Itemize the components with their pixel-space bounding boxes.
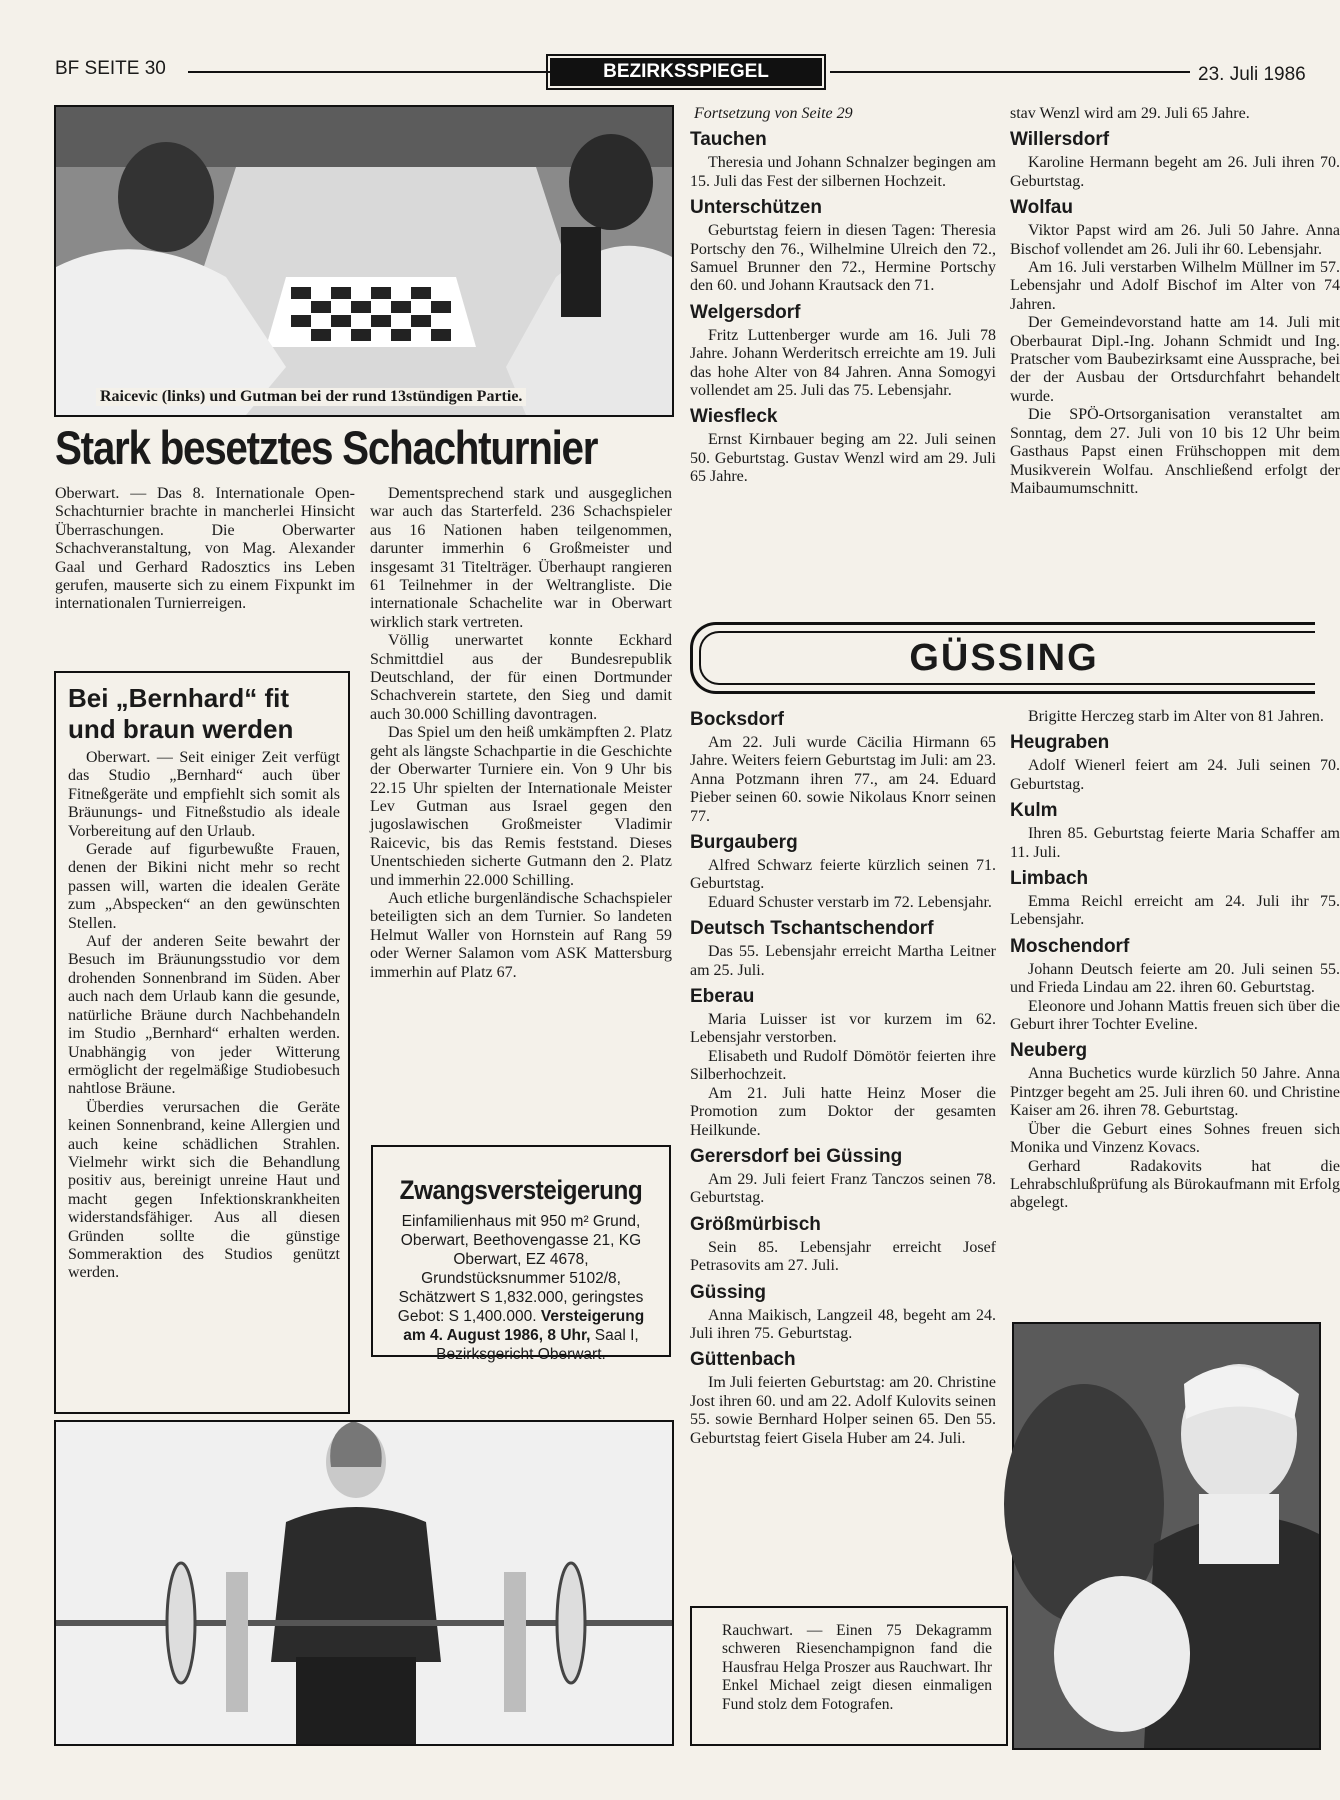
town-limbach: Limbach [1010,868,1089,890]
auction-place: Saal I, Bezirksgericht Oberwart. [436,1327,639,1363]
continuation-note: Fortsetzung von Seite 29 [694,105,853,122]
town-guessing: Güssing [690,1281,767,1303]
auction-text: Einfamilienhaus mit 950 m² Grund, Oberwart, Beethovengasse 21, KG Oberwart, EZ 4678, Grundstücksnummer 5102/8, Schätzwert S 1,832.000, geringstes Gebot: S 1,400.000. [397,1213,644,1325]
bocksdorf-text: Am 22. Juli wurde Cäcilia Hirmann 65 Jahre. Weiters feiern Geburtstag im Juli: am 23. Anna Potzmann ihren 77., am 24. Eduard Pieber seinen 60. sowie Nikolaus Knorr seinen 77. [690,734,996,825]
moschendorf-p1: Johann Deutsch feierte am 20. Juli seinen 55. und Frieda Lindau am 22. ihren 60. Geburtstag. [1010,960,1340,997]
page-label: BF SEITE 30 [55,58,166,79]
neuberg-p3: Gerhard Radakovits hat die Lehrabschlußprüfung als Bürokaufmann mit Erfolg abgelegt. [1010,1157,1340,1212]
moschendorf-p2: Eleonore und Johann Mattis freuen sich über die Geburt ihrer Tochter Eveline. [1010,997,1340,1034]
wolfau-p4: Die SPÖ-Ortsorganisation veranstaltet am Sonntag, dem 27. Juli von 10 bis 12 Uhr beim Gasthaus Papst einen Frühschoppen mit dem Musikverein Wolfau. Anschließend erfolgt der Maibaumumschnitt. [1010,406,1340,497]
willersdorf-text: Karoline Hermann begeht am 26. Juli ihren 70. Geburtstag. [1010,154,1340,190]
fitness-photo [54,1420,674,1746]
town-grossmuerbisch: Größmürbisch [690,1213,821,1235]
eberau-p1: Maria Luisser ist vor kurzem im 62. Lebensjahr verstorben. [690,1011,996,1047]
town-gerersdorf: Gerersdorf bei Güssing [690,1145,903,1167]
bernhard-p4: Überdies verursachen die Geräte keinen Sonnenbrand, keine Allergien und auch keine schädlichen Strahlen. Vielmehr wirkt sich die Behandlung positiv aus, bereinigt unreine Haut und macht gegen Infektionskrankheiten widerstandsfähiger. Aus all diesen Gründen sollte die günstige Sommeraktion des Studios genützt werden. [68,1098,340,1282]
section-banner: BEZIRKSSPIEGEL [550,58,822,86]
burgauberg-p2: Eduard Schuster verstarb im 72. Lebensjahr. [708,893,992,911]
chess-col2-p2: Völlig unerwartet konnte Eckhard Schmittdiel aus der Bundesrepublik Deutschland, der für einen Dortmunder Schachverein startete, den Sieg und damit auch 30.000 Schilling davontragen. [370,632,672,723]
guessing-col3 [690,703,996,1448]
town-moschendorf: Moschendorf [1010,935,1130,957]
town-wiesfleck: Wiesfleck [690,406,778,428]
eberau-p3: Am 21. Juli hatte Heinz Moser die Promotion zum Doktor der gesamten Heilkunde. [690,1084,996,1139]
burgauberg-p1: Alfred Schwarz feierte kürzlich seinen 71. Geburtstag. [690,857,996,893]
eberau-p2: Elisabeth und Rudolf Dömötör feierten ihre Silberhochzeit. [690,1047,996,1084]
herczeg-text: Brigitte Herczeg starb im Alter von 81 Jahren. [1028,708,1324,725]
bernhard-p2: Gerade auf figurbewußte Frauen, denen der Bikini nicht mehr so recht passen will, warten die idealen Geräte zum „Abspecken“ an den gewünschten Stellen. [68,841,340,932]
chess-col2-p1: Dementsprechend stark und ausgeglichen war auch das Starterfeld. 236 Schachspieler aus 16 Nationen haben teilgenommen, darunter immerhin 6 Großmeister und insgesamt 31 Titelträger. Überhaupt rangieren 61 Teilnehmer in der Weltrangliste. Die internationale Schachelite war in Oberwart wirklich stark vertreten. [370,485,672,631]
wolfau-p1: Viktor Papst wird am 26. Juli 50 Jahre. Anna Bischof vollendet am 26. Juli ihr 60. Lebensjahr. [1010,222,1340,258]
guessing-banner-title: GÜSSING [909,637,1099,679]
wiesfleck-text: Ernst Kirnbauer beging am 22. Juli seinen 50. Geburtstag. Gustav Wenzl wird am 29. Juli 65 Jahre. [690,431,996,486]
wiesfleck-text-cont: stav Wenzl wird am 29. Juli 65 Jahre. [1010,105,1250,122]
guessing-text: Anna Maikisch, Langzeil 48, begeht am 24. Juli ihren 75. Geburtstag. [690,1306,996,1342]
bernhard-box [54,671,350,1414]
oberwart-news-col3 [690,105,996,486]
grossmuerbisch-text: Sein 85. Lebensjahr erreicht Josef Petrasovits am 27. Juli. [690,1238,996,1275]
gerersdorf-text: Am 29. Juli feiert Franz Tanczos seinen 78. Geburtstag. [690,1170,996,1207]
header-rule-left [188,71,550,73]
neuberg-p1: Anna Buchetics wurde kürzlich 50 Jahre. Anna Pintzger begeht am 25. Juli ihren 60. und Christine Kaiser am 26. ihren 78. Geburtstag. [1010,1065,1340,1120]
town-burgauberg: Burgauberg [690,832,798,854]
town-deutsch-tschantschendorf: Deutsch Tschantschendorf [690,918,934,940]
chess-col1-text: Oberwart. — Das 8. Internationale Open-Schachturnier brachte in mancherlei Hinsicht Überraschungen. Die Oberwarter Schachveranstaltung, von Mag. Alexander Gaal und Gerhard Radosztics ins Leben gerufen, mauserte sich zu einem Fixpunkt im internationalen Turnierreigen. [55,485,355,613]
neuberg-p2: Über die Geburt eines Sohnes freuen sich Monika und Vinzenz Kovacs. [1010,1120,1340,1157]
town-welgersdorf: Welgersdorf [690,301,801,323]
chess-col2-p3: Das Spiel um den heiß umkämpften 2. Platz geht als längste Schachpartie in die Geschichte der Oberwarter Turniere ein. Von 9 Uhr bis 22.15 Uhr spielten der Internationale Meister Lev Gutman aus Israel gegen den jugoslawischen Großmeister Vladimir Raicevic, bis das Remis feststand. Dieses Unentschieden sicherte Gutmann den 2. Platz und immerhin 22.000 Schilling. [370,724,672,889]
bernhard-p1: Oberwart. — Seit einiger Zeit verfügt das Studio „Bernhard“ auch über Fitneßgeräte und empfiehlt sich somit als Bräunungs- und Fitneßstudio als ideale Vorbereitung auf den Urlaub. [68,749,340,840]
auction-box [371,1145,671,1363]
town-eberau: Eberau [690,986,755,1008]
kulm-text: Ihren 85. Geburtstag feierte Maria Schaffer am 11. Juli. [1010,825,1340,861]
page-date: 23. Juli 1986 [1198,64,1306,85]
town-heugraben: Heugraben [1010,732,1110,754]
town-bocksdorf: Bocksdorf [690,709,784,730]
auction-title: Zwangsversteigerung [399,1175,643,1205]
chess-photo [54,105,674,417]
town-tauchen: Tauchen [690,129,767,151]
chess-col2 [370,485,672,982]
town-unterschuetzen: Unterschützen [690,197,822,219]
town-neuberg: Neuberg [1010,1040,1088,1062]
oberwart-news-col4-clip [1010,105,1340,605]
child-photo [1012,1322,1321,1750]
heugraben-text: Adolf Wienerl feiert am 24. Juli seinen 70. Geburtstag. [1010,757,1340,793]
unterschuetzen-text: Geburtstag feiern in diesen Tagen: Theresia Portschy den 76., Wilhelmine Ulreich den 72., Samuel Brunner den 72., Hermine Portschy den 60. und Johann Krautsack den 71. [690,222,996,295]
auction-date: Versteigerung am 4. August 1986, 8 Uhr, [403,1308,645,1344]
limbach-text: Emma Reichl erreicht am 24. Juli ihr 75. Lebensjahr. [1010,893,1340,929]
chess-headline: Stark besetztes Schachturnier [55,421,598,474]
chess-photo-caption: Raicevic (links) und Gutman bei der rund 13stündigen Partie. [96,388,526,406]
wolfau-p2: Am 16. Juli verstarben Wilhelm Müllner im 57. Lebensjahr und Adolf Bischof im Alter von 74 Jahren. [1010,259,1340,313]
town-willersdorf: Willersdorf [1010,129,1110,151]
town-guettenbach: Güttenbach [690,1349,796,1371]
rauchwart-text: Rauchwart. — Einen 75 Dekagramm schweren Riesenchampignon fand die Hausfrau Helga Proszer aus Rauchwart. Ihr Enkel Michael zeigt diesen einmaligen Fund stolz dem Fotografen. [722,1622,992,1713]
town-wolfau: Wolfau [1010,197,1073,219]
guettenbach-text: Im Juli feierten Geburtstag: am 20. Christine Jost ihren 60. und am 22. Adolf Kulovits seinen 55. sowie Bernhard Holper seinen 65. Den 55. Geburtstag feiert Gisela Huber am 24. Juli. [690,1374,996,1447]
guessing-banner [690,622,1315,694]
header-rule-right [830,71,1190,73]
deutsch-text: Das 55. Lebensjahr erreicht Martha Leitner am 25. Juli. [690,943,996,979]
rauchwart-box [690,1606,1008,1746]
tauchen-text: Theresia und Johann Schnalzer begingen am 15. Juli das Fest der silbernen Hochzeit. [690,154,996,190]
bernhard-headline: Bei „Bernhard“ fit und braun werden [68,683,294,744]
wolfau-p3: Der Gemeindevorstand hatte am 14. Juli mit Oberbaurat Dipl.-Ing. Johann Schmidt und Ing. Pratscher vom Baubezirksamt eine Aussprache, bei der der Ausbau der Ortsdurchfahrt behandelt wurde. [1010,314,1340,405]
bernhard-p3: Auf der anderen Seite bewahrt der Besuch im Bräunungsstudio vor dem drohenden Sonnenbrand im Süden. Aber auch nach dem Urlaub kann die gesunde, natürliche Bräune durch Nachbehandeln im Studio „Bernhard“ erhalten werden. Unabhängig von jeder Witterung ermöglicht der regelmäßige Studiobesuch nahtlose Bräune. [68,933,340,1098]
guessing-col4-clip [1010,708,1340,1338]
welgersdorf-text: Fritz Luttenberger wurde am 16. Juli 78 Jahre. Johann Werderitsch erreichte am 19. Juli das hohe Alter von 84 Jahren. Anna Somogyi vollendet am 25. Juli das 75. Lebensjahr. [690,326,996,400]
town-kulm: Kulm [1010,800,1058,822]
chess-col2-p4: Auch etliche burgenländische Schachspieler beteiligten sich an dem Turnier. So landeten Helmut Waller von Hornstein auf Rang 59 oder Werner Salamon vom ASK Mattersburg immerhin auf Platz 67. [370,889,672,981]
